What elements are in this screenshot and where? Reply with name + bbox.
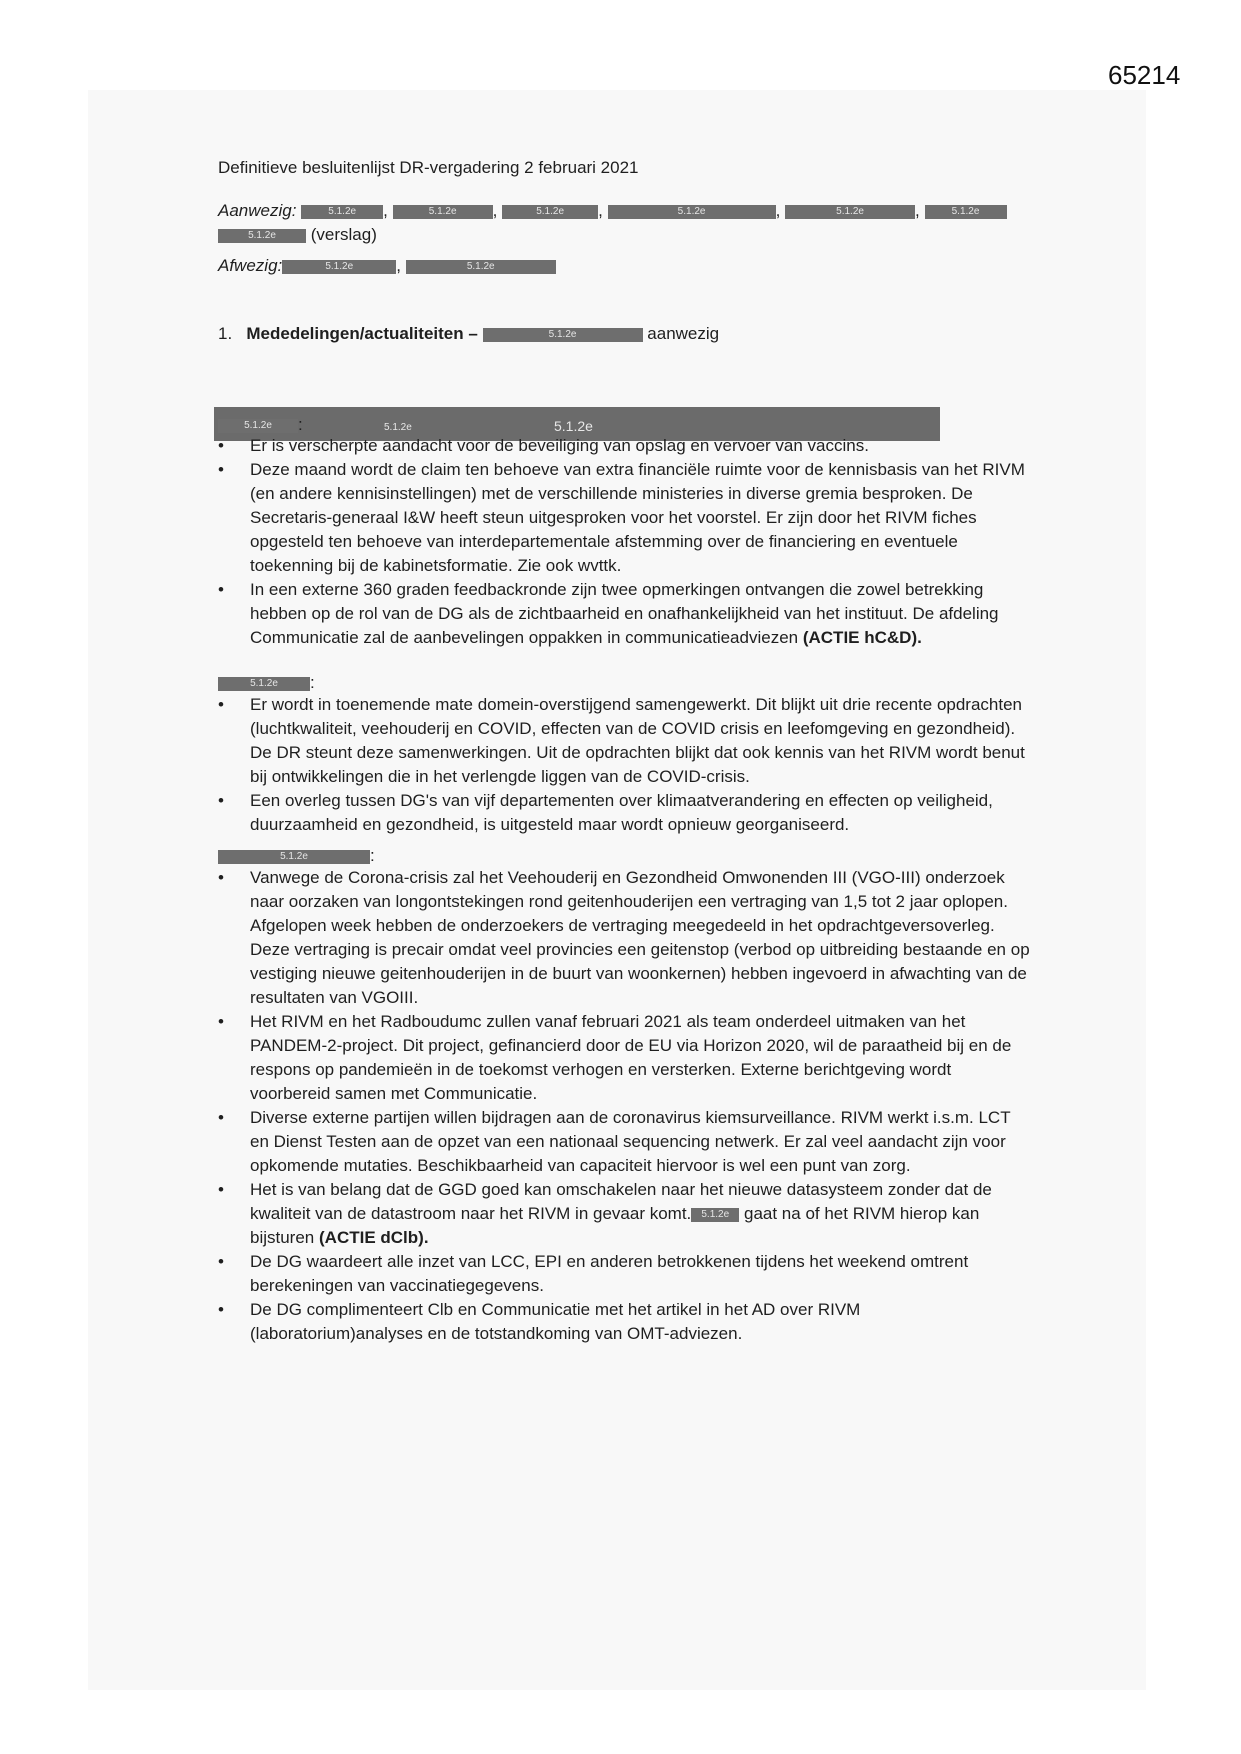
agenda-item-title: Mededelingen/actualiteiten – — [246, 324, 478, 343]
absent-line — [218, 254, 556, 278]
list-item: • Deze maand wordt de claim ten behoeve van extra financiële ruimte voor de kennisbasis van het RIVM (en andere kennisinstellingen) met de verschillende ministeries in diverse gremia besproken. De Secretaris-generaal I&W heeft steun uitgesproken voor het voorstel. Er zijn door het RIVM fiches opgesteld ten behoeve van interdepartementale afstemming over de financiering en eventuele toekenning bij de kabinetsformatie. Zie ook wvttk. — [218, 458, 1030, 578]
list-item: • Er is verscherpte aandacht voor de beveiliging van opslag en vervoer van vaccins. — [218, 434, 1030, 458]
separator: , — [492, 201, 498, 220]
redaction: 5.1.2e — [218, 229, 306, 243]
redaction: 5.1.2e — [785, 205, 915, 219]
section-head-suffix: : — [310, 673, 315, 692]
action-label: (ACTIE hC&D). — [802, 628, 922, 647]
redaction: 5.1.2e — [925, 205, 1007, 219]
redaction: 5.1.2e — [483, 328, 643, 342]
redaction: 5.1.2e — [218, 419, 298, 433]
list-item-text: Het is van belang dat de GGD goed kan omschakelen naar het nieuwe datasysteem zonder dat de kwaliteit van de datastroom naar het RIVM in gevaar komt. — [250, 1180, 992, 1223]
list-item: • Een overleg tussen DG's van vijf departementen over klimaatverandering en effecten op veiligheid, duurzaamheid en gezondheid, is uitgesteld maar wordt opnieuw georganiseerd. — [218, 789, 1030, 837]
redaction-bar-code: 5.1.2e — [554, 418, 593, 434]
redaction: 5.1.2e — [218, 850, 370, 864]
document-title: Definitieve besluitenlijst DR-vergadering 2 februari 2021 — [218, 158, 639, 177]
list-item: • Er wordt in toenemende mate domein-overstijgend samengewerkt. Dit blijkt uit drie recente opdrachten (luchtkwaliteit, veehouderij en COVID, effecten van de COVID crisis en leefomgeving en gezondheid). De DR steunt deze samenwerkingen. Uit de opdrachten blijkt dat ook kennis van het RIVM wordt benut bij ontwikkelingen die in het verlengde liggen van de COVID-crisis. — [218, 693, 1030, 789]
redaction: 5.1.2e — [608, 205, 776, 219]
redaction: 5.1.2e — [406, 260, 556, 274]
section-head-suffix: : — [370, 846, 375, 865]
document-number: 65214 — [1108, 60, 1181, 90]
verslag-line — [218, 223, 377, 247]
agenda-item — [218, 322, 719, 346]
section-head — [218, 671, 315, 695]
list-item: • Het RIVM en het Radboudumc zullen vanaf februari 2021 als team onderdeel uitmaken van het PANDEM-2-project. Dit project, gefinancierd door de EU via Horizon 2020, wil de paraatheid bij en de respons op pandemieën in de toekomst verhogen en versterken. Externe berichtgeving wordt voorbereid samen met Communicatie. — [218, 1010, 1030, 1106]
list-item: • Diverse externe partijen willen bijdragen aan de coronavirus kiemsurveillance. RIVM werkt i.s.m. LCT en Dienst Testen aan de opzet van een nationaal sequencing netwerk. Er zal veel aandacht zijn voor opkomende mutaties. Beschikbaarheid van capaciteit hiervoor is wel een punt van zorg. — [218, 1106, 1030, 1178]
redaction: 5.1.2e — [301, 205, 383, 219]
list-item — [218, 1178, 1030, 1250]
redaction: 5.1.2e — [218, 677, 310, 691]
present-label: Aanwezig: — [218, 201, 297, 220]
list-item: • De DG waardeert alle inzet van LCC, EPI en anderen betrokkenen tijdens het weekend omtrent berekeningen van vaccinatiegegevens. — [218, 1250, 1030, 1298]
separator: , — [383, 201, 388, 220]
separator: , — [915, 201, 920, 220]
section-head-suffix: : — [298, 415, 303, 434]
section-head — [218, 844, 375, 868]
action-label: (ACTIE dClb). — [319, 1228, 429, 1247]
redaction: 5.1.2e — [691, 1208, 739, 1222]
separator: , — [775, 201, 781, 220]
bullet-list — [218, 693, 1030, 837]
agenda-item-suffix: aanwezig — [647, 324, 720, 343]
redaction: 5.1.2e — [393, 205, 493, 219]
list-item: • Vanwege de Corona-crisis zal het Veehouderij en Gezondheid Omwonenden III (VGO-III) onderzoek naar oorzaken van longontstekingen rond geitenhouderijen een vertraging van 1,5 tot 2 jaar oplopen. Afgelopen week hebben de onderzoekers de vertraging meegedeeld in het opdrachtgeversoverleg. Deze vertraging is precair omdat veel provincies een geitenstop (verbod op uitbreiding bestaande en op vestiging nieuwe geitenhouderijen in de buurt van woonkernen) hebben ingevoerd in afwachting van de resultaten van VGOIII. — [218, 866, 1030, 1010]
agenda-item-number: 1. — [218, 324, 233, 343]
redaction-bar-code: 5.1.2e — [384, 422, 412, 433]
bullet-list — [218, 434, 1030, 650]
verslag-label: (verslag) — [310, 225, 377, 244]
present-line — [218, 199, 1007, 223]
bullet-list — [218, 866, 1030, 1346]
list-item: • De DG complimenteert Clb en Communicatie met het artikel in het AD over RIVM (laboratorium)analyses en de totstandkoming van OMT-adviezen. — [218, 1298, 1030, 1346]
separator: , — [396, 256, 401, 275]
list-item-text: gaat na of het RIVM hierop kan bijsturen — [250, 1204, 980, 1247]
redaction: 5.1.2e — [282, 260, 396, 274]
redaction: 5.1.2e — [502, 205, 598, 219]
list-item — [218, 578, 1030, 650]
absent-label: Afwezig: — [218, 256, 283, 275]
separator: , — [598, 201, 603, 220]
list-item-text: In een externe 360 graden feedbackronde zijn twee opmerkingen ontvangen die zowel betrekking hebben op de rol van de DG als de zichtbaarheid en onafhankelijkheid van het instituut. De afdeling Communicatie zal de aanbevelingen oppakken in communicatieadviezen — [250, 580, 999, 647]
